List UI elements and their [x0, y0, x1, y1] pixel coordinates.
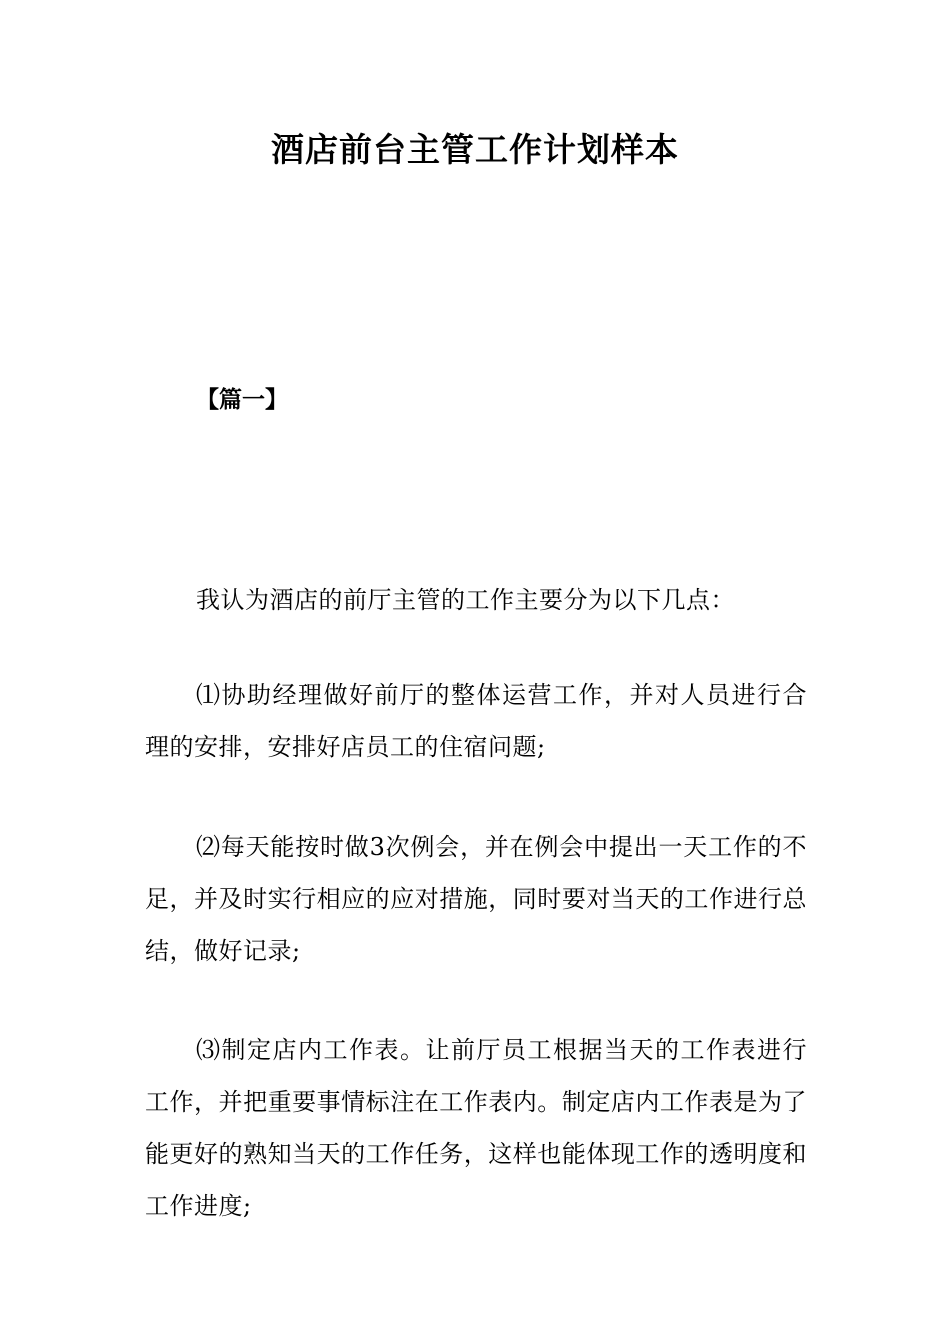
document-title: 酒店前台主管工作计划样本 — [271, 130, 679, 169]
section-label: 【篇一】 — [196, 387, 288, 413]
paragraph-intro: 我认为酒店的前厅主管的工作主要分为以下几点： — [196, 586, 735, 614]
paragraph-item-3: ⑶制定店内工作表。让前厅员工根据当天的工作表进行工作，并把重要事情标注在工作表内。制定店内工作表是为了能更好的熟知当天的工作任务，这样也能体现工作的透明度和工作进度; — [145, 1036, 807, 1220]
paragraph-item-1: ⑴协助经理做好前厅的整体运营工作，并对人员进行合理的安排，安排好店员工的住宿问题; — [145, 681, 807, 761]
paragraph-item-2: ⑵每天能按时做3次例会，并在例会中提出一天工作的不足，并及时实行相应的应对措施，同时要对当天的工作进行总结，做好记录; — [145, 833, 807, 965]
